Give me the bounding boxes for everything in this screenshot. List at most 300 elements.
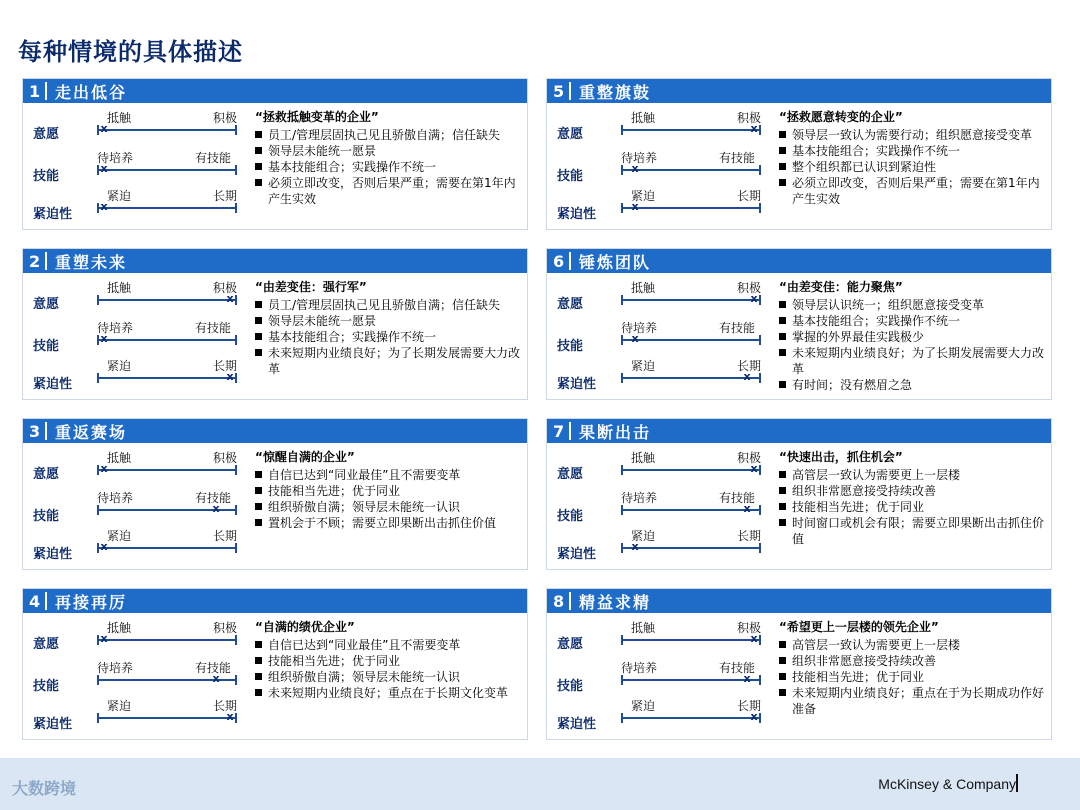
scenario-description bbox=[779, 279, 1045, 393]
bullet-item bbox=[779, 377, 1045, 393]
scale-right-label: 有技能 bbox=[195, 661, 232, 675]
panel-header bbox=[547, 419, 1051, 443]
bullet-square-icon bbox=[779, 673, 786, 680]
scale-line bbox=[621, 370, 761, 383]
scale-right-label: 长期 bbox=[213, 699, 238, 713]
panel-number: 4 bbox=[29, 591, 41, 611]
bullet-square-icon bbox=[255, 673, 262, 680]
level-marker: x bbox=[750, 122, 758, 135]
panel-title: 果断出击 bbox=[579, 422, 652, 442]
scale-left-label: 紧迫 bbox=[631, 359, 656, 373]
description-title: “拯救愿意转变的企业” bbox=[779, 110, 903, 124]
bullet-square-icon bbox=[779, 349, 786, 356]
scale-row bbox=[23, 319, 253, 357]
scale-left-label: 紧迫 bbox=[107, 189, 132, 203]
row-label: 紧迫性 bbox=[557, 717, 597, 732]
bullet-item bbox=[255, 313, 521, 329]
bullet-text: 领导层未能统一愿景 bbox=[268, 314, 377, 328]
bullet-square-icon bbox=[255, 131, 262, 138]
scale-right-label: 有技能 bbox=[719, 321, 756, 335]
bullet-square-icon bbox=[779, 487, 786, 494]
panel-title: 重塑未来 bbox=[55, 252, 128, 272]
bullet-text: 高管层一致认为需要更上一层楼 bbox=[792, 638, 961, 652]
scale-row bbox=[23, 449, 253, 487]
bullet-item bbox=[779, 637, 1045, 653]
scenario-description bbox=[255, 449, 521, 531]
row-label: 紧迫性 bbox=[33, 717, 73, 732]
scale-left-label: 待培养 bbox=[97, 151, 134, 165]
scenario-panel bbox=[546, 418, 1052, 570]
scale-left-label: 待培养 bbox=[621, 321, 658, 335]
level-marker: x bbox=[750, 292, 758, 305]
row-label: 技能 bbox=[557, 679, 584, 694]
bullet-text: 组织骄傲自满；领导层未能统一认识 bbox=[268, 500, 461, 514]
bullet-text: 领导层认识统一；组织愿意接受变革 bbox=[792, 298, 985, 312]
bullet-square-icon bbox=[255, 301, 262, 308]
scale-line bbox=[97, 540, 237, 553]
bullet-item bbox=[779, 175, 1045, 207]
bullet-square-icon bbox=[255, 333, 262, 340]
scale-row bbox=[547, 489, 777, 527]
scale-line bbox=[97, 122, 237, 135]
row-label: 紧迫性 bbox=[557, 207, 597, 222]
bullet-text: 有时间；没有燃眉之急 bbox=[792, 378, 913, 392]
panel-title: 精益求精 bbox=[579, 592, 652, 612]
scenario-description bbox=[779, 619, 1045, 717]
scale-right-label: 有技能 bbox=[195, 321, 232, 335]
row-label: 紧迫性 bbox=[557, 547, 597, 562]
scale-right-label: 有技能 bbox=[719, 661, 756, 675]
panel-number: 6 bbox=[553, 251, 565, 271]
panel-header bbox=[547, 589, 1051, 613]
row-label: 技能 bbox=[557, 339, 584, 354]
row-label: 紧迫性 bbox=[33, 377, 73, 392]
scale-right-label: 积极 bbox=[213, 281, 238, 295]
row-label: 技能 bbox=[33, 339, 60, 354]
bullet-square-icon bbox=[779, 657, 786, 664]
bullet-square-icon bbox=[255, 349, 262, 356]
bullet-text: 掌握的外界最佳实践极少 bbox=[792, 330, 925, 344]
scale-row bbox=[547, 109, 777, 147]
scale-right-label: 有技能 bbox=[195, 491, 232, 505]
bullet-text: 时间窗口或机会有限；需要立即果断出击抓住价值 bbox=[792, 516, 1045, 546]
bullet-item bbox=[779, 499, 1045, 515]
scenario-panel bbox=[546, 248, 1052, 400]
level-marker: x bbox=[100, 332, 108, 345]
scale-right-label: 积极 bbox=[737, 621, 762, 635]
level-marker: x bbox=[631, 540, 639, 553]
scale-left-label: 待培养 bbox=[97, 321, 134, 335]
scale-line bbox=[621, 462, 761, 475]
bullet-item bbox=[255, 467, 521, 483]
scale-right-label: 有技能 bbox=[195, 151, 232, 165]
scale-row bbox=[547, 187, 777, 225]
scale-line bbox=[621, 122, 761, 135]
panel-header bbox=[23, 419, 527, 443]
scale-right-label: 积极 bbox=[213, 111, 238, 125]
scale-row bbox=[23, 357, 253, 395]
bullet-square-icon bbox=[255, 519, 262, 526]
bullet-square-icon bbox=[779, 317, 786, 324]
panel-title: 重整旗鼓 bbox=[579, 82, 652, 102]
scale-line bbox=[621, 200, 761, 213]
scale-line bbox=[97, 370, 237, 383]
bullet-square-icon bbox=[779, 131, 786, 138]
scale-left-label: 紧迫 bbox=[631, 529, 656, 543]
scale-row bbox=[23, 109, 253, 147]
scale-right-label: 积极 bbox=[737, 111, 762, 125]
scale-right-label: 有技能 bbox=[719, 151, 756, 165]
bullet-text: 领导层一致认为需要行动；组织愿意接受变革 bbox=[792, 128, 1033, 142]
row-label: 技能 bbox=[33, 169, 60, 184]
description-title: “由差变佳：能力聚焦” bbox=[779, 280, 903, 294]
scale-left-label: 待培养 bbox=[621, 661, 658, 675]
level-marker: x bbox=[212, 672, 220, 685]
bullet-square-icon bbox=[255, 487, 262, 494]
panel-header bbox=[547, 79, 1051, 103]
scale-left-label: 抵触 bbox=[631, 451, 656, 465]
panel-number: 1 bbox=[29, 81, 41, 101]
panel-header bbox=[23, 79, 527, 103]
scale-right-label: 积极 bbox=[213, 451, 238, 465]
scenario-panel bbox=[22, 248, 528, 400]
description-title: “自满的绩优企业” bbox=[255, 620, 355, 634]
scale-left-label: 紧迫 bbox=[107, 359, 132, 373]
scale-right-label: 长期 bbox=[737, 529, 762, 543]
bullet-item bbox=[779, 467, 1045, 483]
bullet-text: 未来短期内业绩良好；重点在于为长期成功作好准备 bbox=[792, 686, 1045, 716]
scale-row bbox=[547, 279, 777, 317]
bullet-item bbox=[779, 329, 1045, 345]
level-marker: x bbox=[743, 672, 751, 685]
row-label: 紧迫性 bbox=[33, 207, 73, 222]
bullet-text: 技能相当先进；优于同业 bbox=[792, 500, 925, 514]
row-label: 意愿 bbox=[33, 127, 60, 142]
bullet-square-icon bbox=[255, 689, 262, 696]
scale-row bbox=[23, 527, 253, 565]
row-label: 紧迫性 bbox=[557, 377, 597, 392]
bullet-text: 组织非常愿意接受持续改善 bbox=[792, 484, 937, 498]
bullet-item bbox=[255, 515, 521, 531]
scale-line bbox=[621, 672, 761, 685]
panel-title: 重返赛场 bbox=[55, 422, 128, 442]
row-label: 意愿 bbox=[33, 297, 60, 312]
bullet-item bbox=[255, 143, 521, 159]
scale-row bbox=[547, 357, 777, 395]
scale-row bbox=[23, 187, 253, 225]
level-marker: x bbox=[100, 162, 108, 175]
description-title: “由差变佳：强行军” bbox=[255, 280, 367, 294]
scale-row bbox=[547, 619, 777, 657]
level-marker: x bbox=[750, 710, 758, 723]
description-title: “希望更上一层楼的领先企业” bbox=[779, 620, 939, 634]
level-marker: x bbox=[750, 632, 758, 645]
scale-left-label: 待培养 bbox=[97, 491, 134, 505]
bullet-square-icon bbox=[779, 641, 786, 648]
bullet-square-icon bbox=[255, 147, 262, 154]
bullet-text: 领导层未能统一愿景 bbox=[268, 144, 377, 158]
scenario-description bbox=[779, 449, 1045, 547]
header-divider bbox=[569, 82, 571, 100]
scenario-panel bbox=[22, 588, 528, 740]
scale-right-label: 长期 bbox=[737, 699, 762, 713]
page-title: 每种情境的具体描述 bbox=[18, 37, 243, 66]
bullet-text: 必须立即改变，否则后果严重；需要在第1年内产生实效 bbox=[268, 176, 516, 206]
scenario-panel bbox=[546, 588, 1052, 740]
bullet-square-icon bbox=[779, 381, 786, 388]
panel-title: 锤炼团队 bbox=[579, 252, 652, 272]
scale-line bbox=[621, 540, 761, 553]
bullet-text: 基本技能组合；实践操作不统一 bbox=[268, 160, 437, 174]
scenario-description bbox=[779, 109, 1045, 207]
scenario-description bbox=[255, 109, 521, 207]
bullet-item bbox=[779, 483, 1045, 499]
panel-title: 走出低谷 bbox=[55, 82, 128, 102]
bullet-text: 高管层一致认为需要更上一层楼 bbox=[792, 468, 961, 482]
bullet-text: 组织骄傲自满；领导层未能统一认识 bbox=[268, 670, 461, 684]
level-marker: x bbox=[212, 502, 220, 515]
bullet-item bbox=[255, 685, 521, 701]
panel-number: 7 bbox=[553, 421, 565, 441]
scale-row bbox=[547, 527, 777, 565]
row-label: 技能 bbox=[557, 509, 584, 524]
level-marker: x bbox=[100, 540, 108, 553]
header-divider bbox=[45, 82, 47, 100]
description-title: “惊醒自满的企业” bbox=[255, 450, 355, 464]
scale-row bbox=[547, 319, 777, 357]
scale-row bbox=[23, 149, 253, 187]
scale-line bbox=[97, 292, 237, 305]
scale-left-label: 抵触 bbox=[631, 111, 656, 125]
bullet-item bbox=[779, 297, 1045, 313]
bullet-item bbox=[255, 483, 521, 499]
scale-line bbox=[97, 502, 237, 515]
scale-right-label: 长期 bbox=[213, 529, 238, 543]
panel-title: 再接再厉 bbox=[55, 592, 128, 612]
bullet-item bbox=[255, 297, 521, 313]
row-label: 技能 bbox=[33, 509, 60, 524]
bullet-text: 置机会于不顾；需要立即果断出击抓住价值 bbox=[268, 516, 497, 530]
bullet-item bbox=[255, 637, 521, 653]
bullet-item bbox=[255, 653, 521, 669]
level-marker: x bbox=[100, 200, 108, 213]
bullet-text: 员工/管理层固执己见且骄傲自满；信任缺失 bbox=[268, 128, 501, 142]
bullet-item bbox=[779, 127, 1045, 143]
bullet-text: 技能相当先进；优于同业 bbox=[268, 654, 401, 668]
bullet-text: 自信已达到“同业最佳”且不需要变革 bbox=[268, 638, 461, 652]
row-label: 意愿 bbox=[557, 127, 584, 142]
bullet-item bbox=[779, 685, 1045, 717]
level-marker: x bbox=[226, 710, 234, 723]
scale-line bbox=[621, 710, 761, 723]
bullet-item bbox=[779, 345, 1045, 377]
panel-header bbox=[23, 249, 527, 273]
bullet-square-icon bbox=[255, 503, 262, 510]
brand-divider bbox=[1016, 774, 1018, 792]
scenario-panel bbox=[22, 78, 528, 230]
scale-line bbox=[97, 162, 237, 175]
scale-line bbox=[621, 292, 761, 305]
bullet-item bbox=[255, 175, 521, 207]
scenario-panel bbox=[22, 418, 528, 570]
scale-right-label: 长期 bbox=[737, 359, 762, 373]
bullet-item bbox=[255, 669, 521, 685]
level-marker: x bbox=[100, 632, 108, 645]
row-label: 意愿 bbox=[557, 637, 584, 652]
bullet-item bbox=[255, 345, 521, 377]
header-divider bbox=[569, 252, 571, 270]
scale-right-label: 有技能 bbox=[719, 491, 756, 505]
panel-number: 2 bbox=[29, 251, 41, 271]
bullet-square-icon bbox=[779, 471, 786, 478]
level-marker: x bbox=[631, 200, 639, 213]
bullet-square-icon bbox=[779, 147, 786, 154]
level-marker: x bbox=[226, 292, 234, 305]
level-marker: x bbox=[750, 462, 758, 475]
scale-left-label: 紧迫 bbox=[631, 699, 656, 713]
bullet-square-icon bbox=[255, 471, 262, 478]
scale-row bbox=[547, 449, 777, 487]
scale-row bbox=[547, 659, 777, 697]
bullet-square-icon bbox=[779, 503, 786, 510]
scale-line bbox=[97, 200, 237, 213]
bullet-square-icon bbox=[255, 317, 262, 324]
row-label: 意愿 bbox=[557, 467, 584, 482]
scale-line bbox=[621, 502, 761, 515]
scale-right-label: 长期 bbox=[213, 189, 238, 203]
scale-row bbox=[23, 489, 253, 527]
panel-header bbox=[547, 249, 1051, 273]
row-label: 技能 bbox=[557, 169, 584, 184]
row-label: 紧迫性 bbox=[33, 547, 73, 562]
scale-line bbox=[97, 332, 237, 345]
scale-line bbox=[97, 462, 237, 475]
scale-left-label: 抵触 bbox=[107, 111, 132, 125]
scale-left-label: 抵触 bbox=[631, 281, 656, 295]
bullet-text: 必须立即改变，否则后果严重；需要在第1年内产生实效 bbox=[792, 176, 1040, 206]
scale-left-label: 待培养 bbox=[97, 661, 134, 675]
bullet-square-icon bbox=[779, 163, 786, 170]
description-title: “拯救抵触变革的企业” bbox=[255, 110, 379, 124]
header-divider bbox=[45, 252, 47, 270]
scale-row bbox=[547, 697, 777, 735]
scale-left-label: 抵触 bbox=[631, 621, 656, 635]
bullet-square-icon bbox=[779, 333, 786, 340]
scale-left-label: 紧迫 bbox=[107, 699, 132, 713]
bullet-item bbox=[779, 313, 1045, 329]
level-marker: x bbox=[743, 502, 751, 515]
bullet-text: 自信已达到“同业最佳”且不需要变革 bbox=[268, 468, 461, 482]
scale-right-label: 长期 bbox=[213, 359, 238, 373]
bullet-text: 基本技能组合；实践操作不统一 bbox=[792, 144, 961, 158]
bullet-item bbox=[779, 669, 1045, 685]
bullet-item bbox=[779, 653, 1045, 669]
bullet-item bbox=[255, 127, 521, 143]
bullet-item bbox=[779, 143, 1045, 159]
footer-bar bbox=[0, 758, 1080, 810]
row-label: 技能 bbox=[33, 679, 60, 694]
scale-line bbox=[97, 632, 237, 645]
scale-left-label: 紧迫 bbox=[631, 189, 656, 203]
scale-left-label: 抵触 bbox=[107, 621, 132, 635]
bullet-text: 未来短期内业绩良好；为了长期发展需要大力改革 bbox=[268, 346, 521, 376]
bullet-text: 未来短期内业绩良好；重点在于长期文化变革 bbox=[268, 686, 509, 700]
scenario-panel bbox=[546, 78, 1052, 230]
bullet-text: 整个组织都已认识到紧迫性 bbox=[792, 160, 937, 174]
level-marker: x bbox=[631, 162, 639, 175]
bullet-item bbox=[255, 329, 521, 345]
scale-line bbox=[97, 710, 237, 723]
watermark: 大数跨境 bbox=[12, 779, 77, 798]
panel-number: 5 bbox=[553, 81, 565, 101]
scale-left-label: 待培养 bbox=[621, 491, 658, 505]
scenario-description bbox=[255, 619, 521, 701]
bullet-square-icon bbox=[779, 179, 786, 186]
scale-right-label: 积极 bbox=[737, 281, 762, 295]
scale-right-label: 长期 bbox=[737, 189, 762, 203]
scale-row bbox=[23, 659, 253, 697]
scale-row bbox=[23, 619, 253, 657]
bullet-item bbox=[779, 159, 1045, 175]
scale-row bbox=[23, 697, 253, 735]
scale-line bbox=[621, 332, 761, 345]
bullet-square-icon bbox=[255, 641, 262, 648]
row-label: 意愿 bbox=[557, 297, 584, 312]
scale-left-label: 抵触 bbox=[107, 451, 132, 465]
bullet-text: 员工/管理层固执己见且骄傲自满；信任缺失 bbox=[268, 298, 501, 312]
row-label: 意愿 bbox=[33, 637, 60, 652]
header-divider bbox=[45, 592, 47, 610]
scenario-description bbox=[255, 279, 521, 377]
bullet-square-icon bbox=[779, 689, 786, 696]
level-marker: x bbox=[226, 370, 234, 383]
panel-number: 3 bbox=[29, 421, 41, 441]
scale-right-label: 积极 bbox=[737, 451, 762, 465]
scale-left-label: 待培养 bbox=[621, 151, 658, 165]
row-label: 意愿 bbox=[33, 467, 60, 482]
bullet-square-icon bbox=[779, 301, 786, 308]
level-marker: x bbox=[100, 462, 108, 475]
panel-header bbox=[23, 589, 527, 613]
bullet-square-icon bbox=[779, 519, 786, 526]
bullet-text: 基本技能组合；实践操作不统一 bbox=[792, 314, 961, 328]
bullet-text: 组织非常愿意接受持续改善 bbox=[792, 654, 937, 668]
header-divider bbox=[569, 422, 571, 440]
header-divider bbox=[569, 592, 571, 610]
scale-row bbox=[547, 149, 777, 187]
brand-name: McKinsey & Company bbox=[878, 776, 1016, 792]
panel-number: 8 bbox=[553, 591, 565, 611]
scale-line bbox=[621, 162, 761, 175]
scale-line bbox=[97, 672, 237, 685]
level-marker: x bbox=[631, 332, 639, 345]
bullet-square-icon bbox=[255, 657, 262, 664]
bullet-text: 技能相当先进；优于同业 bbox=[268, 484, 401, 498]
scale-left-label: 紧迫 bbox=[107, 529, 132, 543]
bullet-text: 技能相当先进；优于同业 bbox=[792, 670, 925, 684]
scale-right-label: 积极 bbox=[213, 621, 238, 635]
header-divider bbox=[45, 422, 47, 440]
bullet-square-icon bbox=[255, 163, 262, 170]
scale-line bbox=[621, 632, 761, 645]
scale-left-label: 抵触 bbox=[107, 281, 132, 295]
description-title: “快速出击，抓住机会” bbox=[779, 450, 903, 464]
bullet-text: 基本技能组合；实践操作不统一 bbox=[268, 330, 437, 344]
bullet-square-icon bbox=[255, 179, 262, 186]
bullet-item bbox=[779, 515, 1045, 547]
bullet-item bbox=[255, 499, 521, 515]
level-marker: x bbox=[100, 122, 108, 135]
